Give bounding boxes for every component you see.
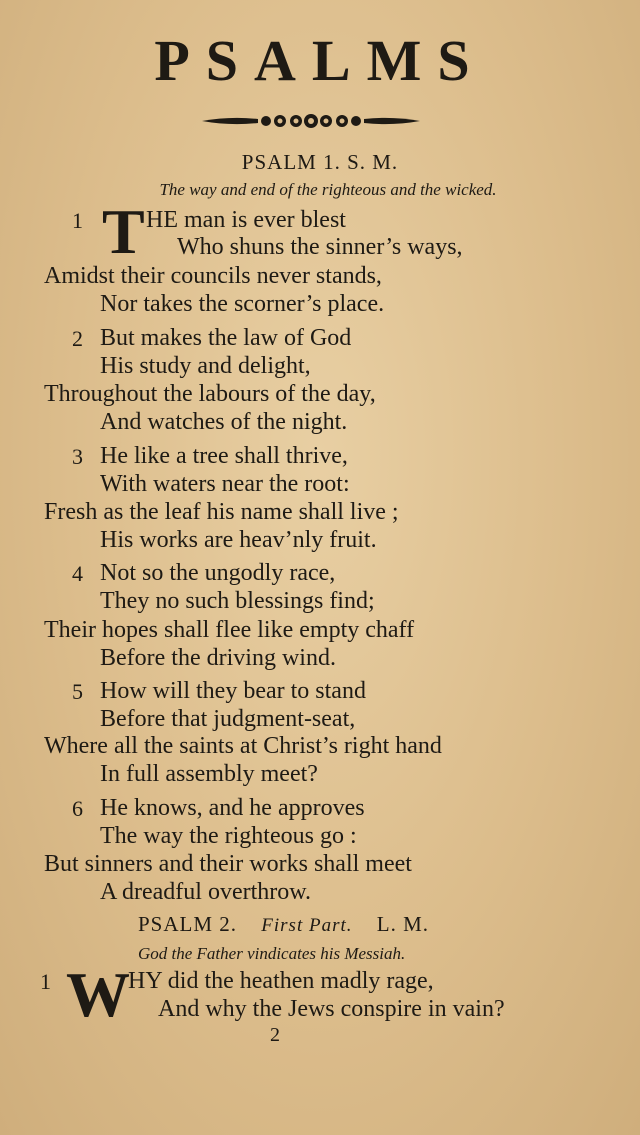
verse-line: He knows, and he approves xyxy=(100,795,365,821)
psalm-2-subtitle: God the Father vindicates his Messiah. xyxy=(138,944,406,963)
page-title: PSALMS xyxy=(154,28,486,93)
verse-line: And why the Jews conspire in vain? xyxy=(158,996,505,1022)
psalm-2-heading xyxy=(138,912,429,937)
stanza-number: 1 xyxy=(72,208,83,233)
verse-line: His works are heav’nly fruit. xyxy=(100,527,377,553)
psalm-2-part: First Part. xyxy=(261,915,353,936)
stanza-number: 5 xyxy=(72,679,83,704)
verse-line: HE man is ever blest xyxy=(146,207,346,233)
verse-line: And watches of the night. xyxy=(100,409,348,435)
psalm-1-heading: PSALM 1. S. M. xyxy=(241,150,399,174)
verse-line: Before that judgment-seat, xyxy=(100,706,356,732)
verse-line: A dreadful overthrow. xyxy=(100,879,312,905)
verse-line: HY did the heathen madly rage, xyxy=(128,968,434,994)
psalm-2-heading-number: PSALM 2. xyxy=(138,912,238,936)
stanza-number: 4 xyxy=(72,561,83,586)
verse-line: But makes the law of God xyxy=(100,325,352,351)
verse-line: In full assembly meet? xyxy=(100,761,318,787)
ornament-divider xyxy=(200,110,422,132)
verse-line: Before the driving wind. xyxy=(100,645,336,671)
verse-line: They no such blessings find; xyxy=(100,588,375,614)
verse-line: With waters near the root: xyxy=(100,471,350,497)
verse-line: Throughout the labours of the day, xyxy=(44,381,376,407)
verse-line: But sinners and their works shall meet xyxy=(44,851,412,877)
drop-cap: T xyxy=(102,196,145,267)
stanza-number: 1 xyxy=(40,969,51,994)
stanza-number: 2 xyxy=(72,326,83,351)
drop-cap: W xyxy=(66,959,130,1030)
verse-line: How will they bear to stand xyxy=(100,678,366,704)
verse-line: His study and delight, xyxy=(100,353,311,379)
verse-line: Their hopes shall flee like empty chaff xyxy=(44,617,415,643)
stanza-number: 3 xyxy=(72,444,83,469)
verse-line: Nor takes the scorner’s place. xyxy=(100,291,385,317)
psalm-2-meter: L. M. xyxy=(376,912,430,936)
stanza-number: 6 xyxy=(72,796,83,821)
verse-line: Fresh as the leaf his name shall live ; xyxy=(44,499,399,525)
verse-line: He like a tree shall thrive, xyxy=(100,443,348,469)
verse-line: The way the righteous go : xyxy=(100,823,357,849)
verse-line: Who shuns the sinner’s ways, xyxy=(177,234,463,260)
verse-line: Where all the saints at Christ’s right hand xyxy=(44,733,442,759)
verse-line: Not so the ungodly race, xyxy=(100,560,336,586)
verse-line: Amidst their councils never stands, xyxy=(44,263,382,289)
psalm-1-subtitle: The way and end of the righteous and the wicked. xyxy=(159,180,497,199)
page-number: 2 xyxy=(270,1024,280,1046)
